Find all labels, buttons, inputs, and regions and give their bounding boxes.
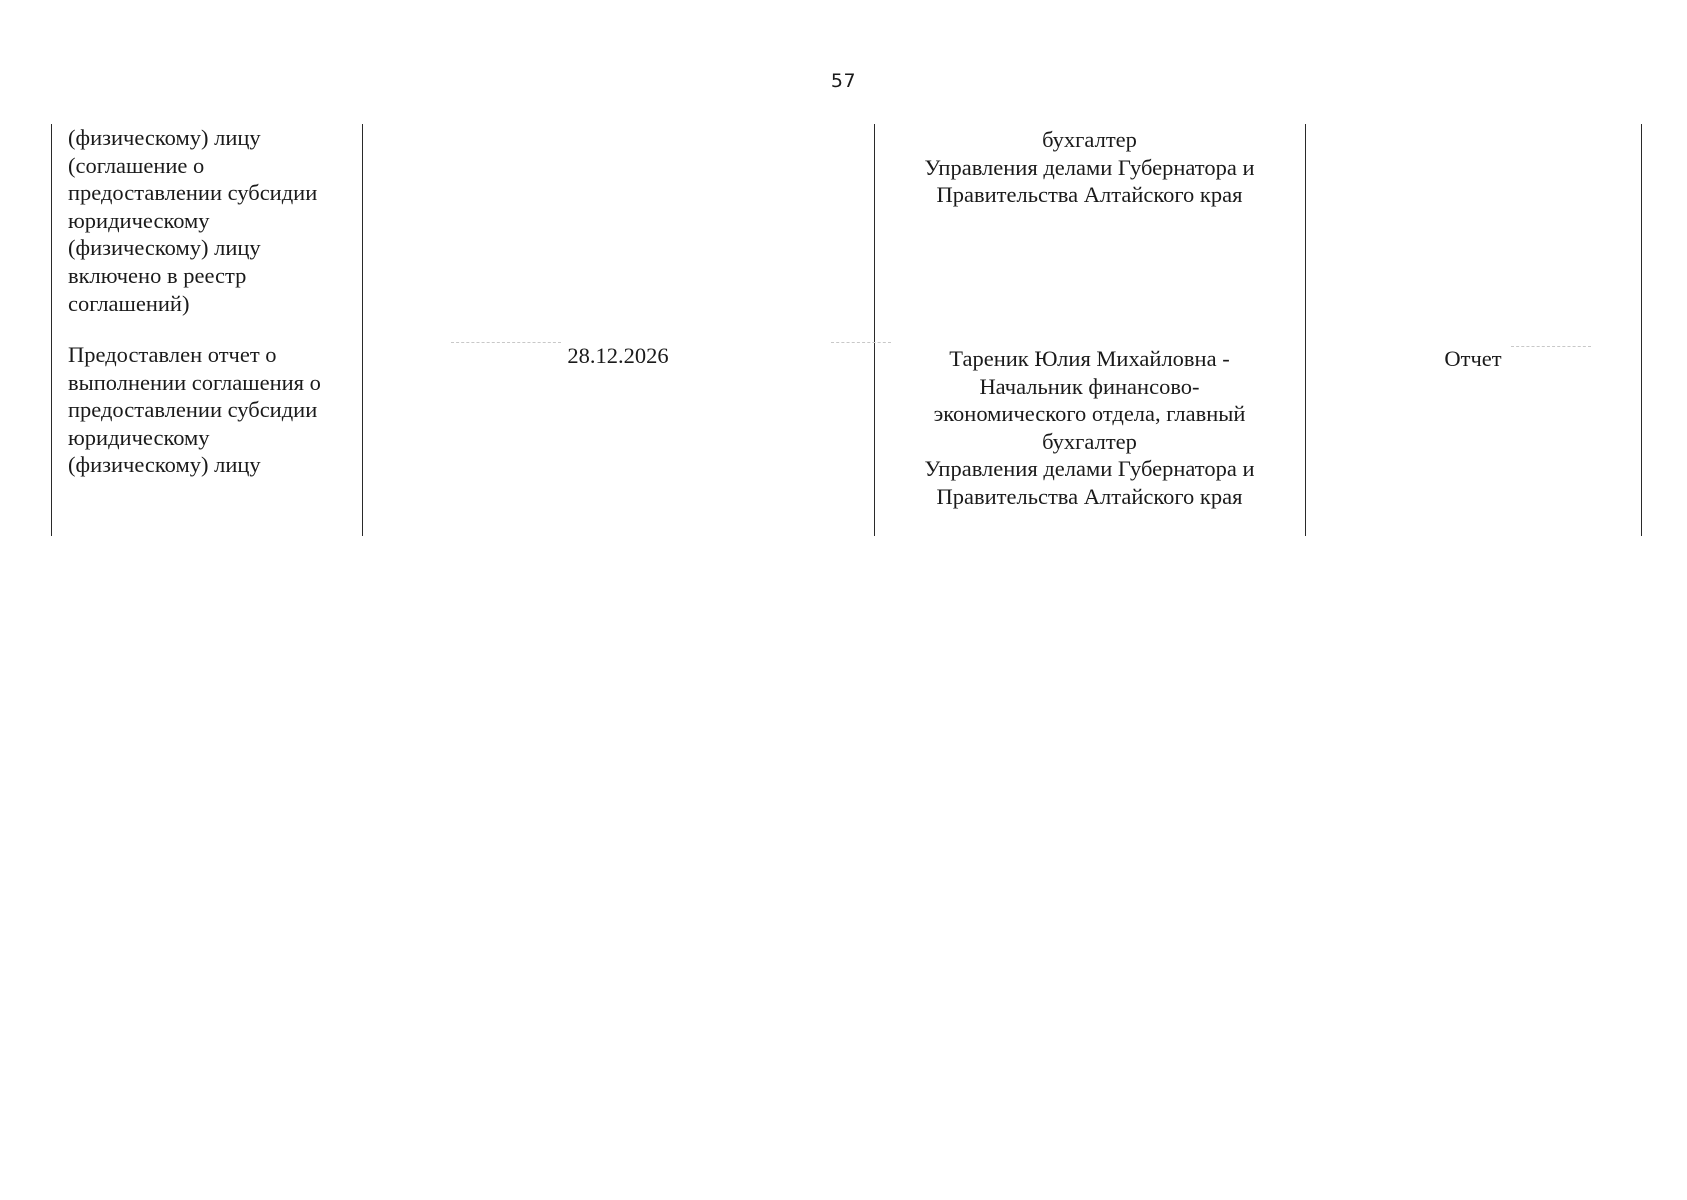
responsible-line: Правительства Алтайского края bbox=[936, 483, 1243, 509]
responsible-line: экономического отдела, главный bbox=[933, 401, 1246, 427]
responsible-line: бухгалтер bbox=[1042, 428, 1137, 454]
column-divider-1 bbox=[362, 124, 363, 536]
responsible-line: Тареник Юлия Михайловна - bbox=[949, 346, 1230, 371]
event-line: юридическому bbox=[68, 207, 210, 233]
event-line: предоставлении субсидии bbox=[68, 397, 318, 423]
event-line: (соглашение о bbox=[68, 152, 205, 178]
table-border-left bbox=[51, 124, 52, 536]
event-line: Предоставлен отчет о bbox=[68, 342, 277, 367]
schedule-table bbox=[51, 124, 1648, 536]
row-2-document-cell: Отчет bbox=[1444, 346, 1502, 371]
responsible-line: бухгалтер bbox=[1042, 127, 1137, 152]
column-divider-3 bbox=[1305, 124, 1306, 536]
row-2-responsible-cell bbox=[874, 345, 1305, 511]
table-border-right bbox=[1641, 124, 1642, 536]
row-1-responsible-cell bbox=[874, 126, 1305, 209]
row-2-date-cell: 28.12.2026 bbox=[567, 343, 669, 368]
event-line: юридическому bbox=[68, 424, 210, 450]
row-2-event-cell bbox=[68, 341, 358, 479]
event-line: (физическому) лицу bbox=[68, 452, 261, 478]
event-line: (физическому) лицу bbox=[68, 125, 261, 150]
responsible-line: Управления делами Губернатора и bbox=[924, 154, 1255, 180]
responsible-line: Управления делами Губернатора и bbox=[924, 456, 1255, 482]
event-line: (физическому) лицу bbox=[68, 235, 261, 261]
event-line: выполнении соглашения о bbox=[68, 369, 321, 395]
event-line: соглашений) bbox=[68, 290, 190, 316]
responsible-line: Правительства Алтайского края bbox=[936, 182, 1243, 208]
event-line: предоставлении субсидии bbox=[68, 180, 318, 206]
event-line: включено в реестр bbox=[68, 262, 247, 288]
row-1-event-cell bbox=[68, 124, 358, 317]
page-number: 57 bbox=[830, 70, 857, 92]
responsible-line: Начальник финансово- bbox=[979, 373, 1200, 399]
